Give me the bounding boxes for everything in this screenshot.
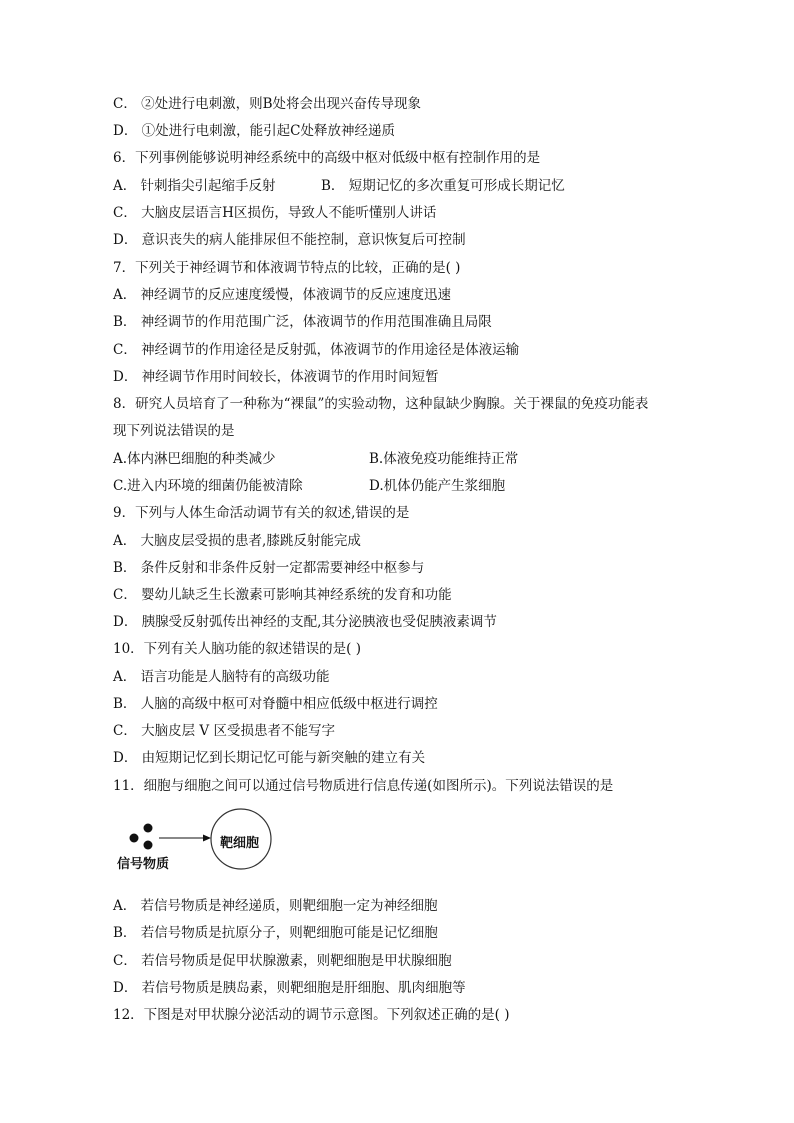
q11-option-d: D． 若信号物质是胰岛素，则靶细胞是肝细胞、肌肉细胞等: [113, 980, 466, 996]
q10-stem: 10．下列有关人脑功能的叙述错误的是( ): [113, 641, 362, 657]
arrow-head-icon: [203, 835, 211, 842]
signal-substance-label: 信号物质: [117, 857, 170, 872]
q12-stem: 12．下图是对甲状腺分泌活动的调节示意图。下列叙述正确的是( ): [113, 1007, 510, 1023]
q9-option-a: A． 大脑皮层受损的患者,膝跳反射能完成: [113, 533, 361, 549]
q8-stem-line2: 现下列说法错误的是: [113, 423, 235, 439]
q11-option-b: B． 若信号物质是抗原分子，则靶细胞可能是记忆细胞: [113, 925, 438, 941]
q7-option-c: C． 神经调节的作用途径是反射弧，体液调节的作用途径是体液运输: [113, 342, 520, 358]
q8-option-a: A.体内淋巴细胞的种类减少: [113, 451, 276, 467]
q10-option-a: A． 语言功能是人脑特有的高级功能: [113, 669, 330, 685]
q7-option-a: A． 神经调节的反应速度缓慢，体液调节的反应速度迅速: [113, 287, 452, 303]
q9-option-d: D． 胰腺受反射弧传出神经的支配,其分泌胰液也受促胰液素调节: [113, 614, 497, 630]
q6-stem: 6．下列事例能够说明神经系统中的高级中枢对低级中枢有控制作用的是: [113, 150, 541, 166]
q7-option-d: D． 神经调节作用时间较长，体液调节的作用时间短暂: [113, 369, 439, 385]
q11-option-a: A． 若信号物质是神经递质，则靶细胞一定为神经细胞: [113, 898, 438, 914]
target-cell-label: 靶细胞: [220, 836, 260, 851]
q7-option-b: B． 神经调节的作用范围广泛，体液调节的作用范围准确且局限: [113, 314, 492, 330]
q9-option-c: C． 婴幼儿缺乏生长激素可影响其神经系统的发育和功能: [113, 587, 452, 603]
q10-option-b: B． 人脑的高级中枢可对脊髓中相应低级中枢进行调控: [113, 696, 438, 712]
q5-option-c: C． ②处进行电刺激，则B处将会出现兴奋传导现象: [113, 96, 422, 112]
q6-option-b: B． 短期记忆的多次重复可形成长期记忆: [321, 178, 565, 194]
q10-option-c: C． 大脑皮层 V 区受损患者不能写字: [113, 723, 335, 739]
q9-option-b: B． 条件反射和非条件反射一定都需要神经中枢参与: [113, 560, 425, 576]
q6-option-d: D． 意识丧失的病人能排尿但不能控制，意识恢复后可控制: [113, 232, 466, 248]
q8-stem-line1: 8．研究人员培育了一种称为“裸鼠”的实验动物，这种鼠缺少胸腺。关于裸鼠的免疫功能表: [113, 396, 649, 412]
q10-option-d: D． 由短期记忆到长期记忆可能与新突触的建立有关: [113, 750, 426, 766]
q6-option-a: A． 针刺指尖引起缩手反射: [113, 178, 276, 194]
q7-stem: 7．下列关于神经调节和体液调节特点的比较，正确的是( ): [113, 260, 461, 276]
q11-stem: 11．细胞与细胞之间可以通过信号物质进行信息传递(如图所示)。下列说法错误的是: [113, 778, 614, 794]
q8-option-b: B.体液免疫功能维持正常: [369, 451, 519, 467]
signal-molecule-dot: [144, 841, 153, 850]
q9-stem: 9．下列与人体生命活动调节有关的叙述,错误的是: [113, 505, 410, 521]
signal-molecule-dot: [130, 834, 139, 843]
signal-diagram: [113, 805, 293, 877]
signal-molecule-dot: [144, 824, 153, 833]
q11-option-c: C． 若信号物质是促甲状腺激素，则靶细胞是甲状腺细胞: [113, 953, 452, 969]
q8-option-c: C.进入内环境的细菌仍能被清除: [113, 478, 303, 494]
q5-option-d: D． ①处进行电刺激，能引起C处释放神经递质: [113, 123, 395, 139]
q8-option-d: D.机体仍能产生浆细胞: [369, 478, 506, 494]
q6-option-c: C． 大脑皮层语言H区损伤，导致人不能听懂别人讲话: [113, 205, 437, 221]
